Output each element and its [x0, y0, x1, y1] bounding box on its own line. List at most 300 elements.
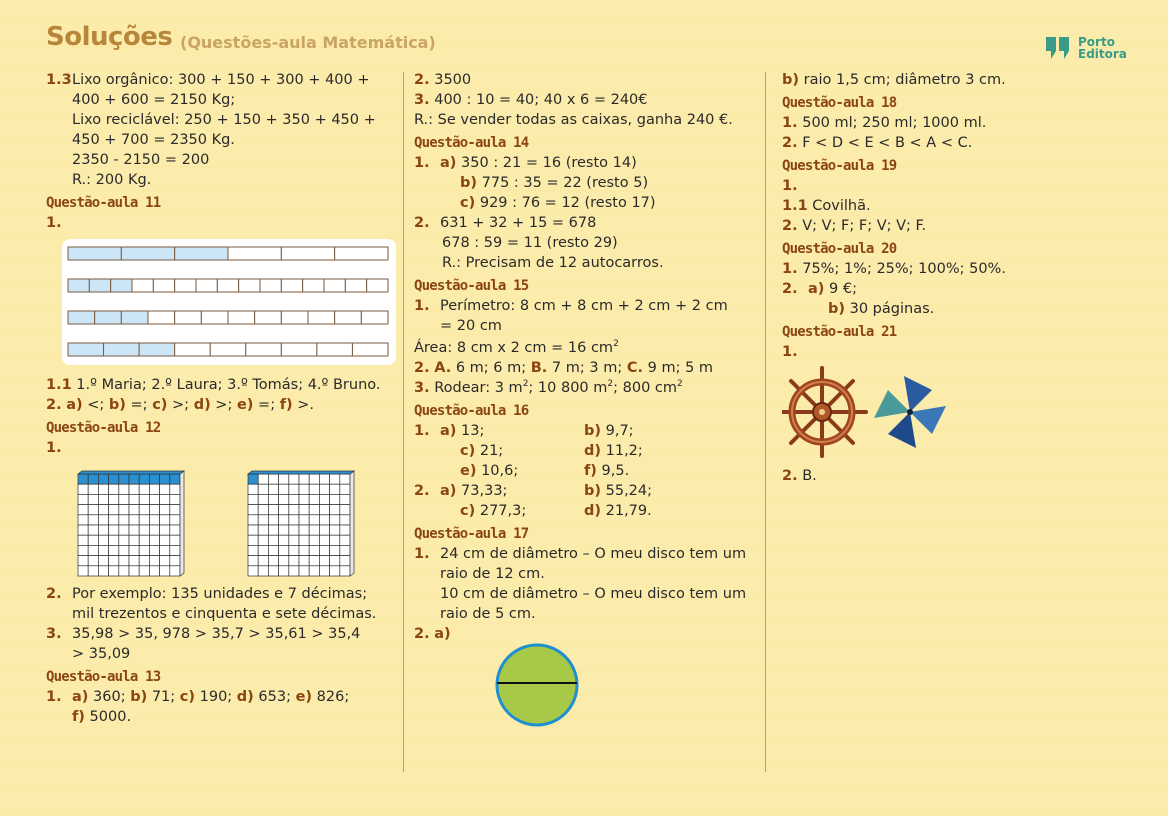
letter: a) — [72, 689, 89, 705]
answer-line: 2350 - 2150 = 200 — [72, 152, 210, 168]
grid-cell — [248, 494, 258, 504]
grid-cell — [309, 474, 319, 484]
grid-cell — [129, 556, 139, 566]
answer-1 — [782, 259, 1122, 279]
letter: a) — [434, 626, 451, 642]
letter: b) — [108, 397, 126, 413]
grid-cell — [289, 545, 299, 555]
answer-2 — [782, 466, 1122, 486]
grid-cell — [149, 484, 159, 494]
grid-cell — [258, 545, 268, 555]
letter: a) — [808, 281, 825, 297]
value: 30 páginas. — [845, 301, 935, 317]
grid-cell — [289, 566, 299, 576]
letter: b) — [782, 72, 800, 88]
grid-cell — [98, 556, 108, 566]
letter: d) — [584, 503, 602, 519]
fraction-bar-segment — [104, 343, 140, 356]
grid-cell — [78, 515, 88, 525]
grid-cell — [170, 515, 180, 525]
grid-cell — [78, 535, 88, 545]
grid-cell — [160, 505, 170, 515]
item-number: 1. — [782, 178, 798, 194]
fraction-bar-segment — [139, 343, 175, 356]
fraction-bar-segment — [95, 311, 122, 324]
grid-cell — [268, 556, 278, 566]
letter: c) — [460, 195, 476, 211]
grid-cell — [340, 474, 350, 484]
item-number: 2. — [414, 72, 430, 88]
letter: c) — [179, 689, 196, 705]
answer-line: mil trezentos e cinquenta e sete décimas. — [72, 606, 377, 622]
grid-cell — [149, 505, 159, 515]
fraction-bar-segment — [210, 343, 246, 356]
grid-cell — [289, 525, 299, 535]
grid-cell — [139, 566, 149, 576]
grid-cell — [109, 545, 119, 555]
grid-cell — [330, 474, 340, 484]
item-number: 2. — [782, 135, 798, 151]
grid-cell — [258, 494, 268, 504]
grid-cell — [119, 484, 129, 494]
grid-cell — [78, 505, 88, 515]
answer-1-1 — [46, 375, 391, 395]
value: 350 : 21 = 16 (resto 14) — [461, 155, 637, 171]
letter: b) — [584, 423, 602, 439]
item-number: 2. — [414, 215, 430, 231]
grid-cell — [109, 556, 119, 566]
grid-cell — [119, 515, 129, 525]
fraction-bar-segment — [260, 279, 281, 292]
grid-cell — [289, 484, 299, 494]
answer-line: 678 : 59 = 11 (resto 29) — [442, 235, 618, 251]
answer-1 — [414, 421, 754, 481]
grid-cell — [170, 566, 180, 576]
grid-cell — [149, 556, 159, 566]
grid-cell — [119, 494, 129, 504]
grid-cell — [248, 556, 258, 566]
column-divider — [403, 72, 404, 772]
answer-2 — [46, 584, 391, 624]
grid-cell — [319, 474, 329, 484]
letter: b) — [460, 175, 478, 191]
answer-3 — [414, 90, 754, 110]
disc-circle — [497, 645, 577, 725]
grid-cell — [170, 556, 180, 566]
item-number: 1.1 — [46, 377, 72, 393]
fraction-bar-segment — [324, 279, 345, 292]
grid-cell — [109, 494, 119, 504]
grid-cell — [330, 525, 340, 535]
fraction-bars — [62, 239, 396, 365]
grid-cell — [98, 505, 108, 515]
grid-cell — [340, 494, 350, 504]
grid-cell — [88, 505, 98, 515]
section-heading: Questão-aula 12 — [46, 420, 161, 436]
grid-cell — [279, 515, 289, 525]
grid-cell — [119, 505, 129, 515]
value: 360; — [88, 689, 131, 705]
grid-cell — [139, 494, 149, 504]
grid-cell — [299, 484, 309, 494]
item-number: 2. — [414, 483, 430, 499]
grid-cell — [160, 494, 170, 504]
grid-cell — [248, 515, 258, 525]
item-number: 1. — [414, 298, 430, 314]
section-heading: Questão-aula 14 — [414, 135, 529, 151]
grid-cell — [78, 494, 88, 504]
grid-cell — [268, 505, 278, 515]
grid-cell — [299, 515, 309, 525]
letter: b) — [584, 483, 602, 499]
grid-cell — [160, 484, 170, 494]
grid-cell — [268, 525, 278, 535]
grid-cell — [258, 484, 268, 494]
answer-3 — [46, 624, 391, 664]
grid-cell — [340, 556, 350, 566]
answer-2 — [414, 213, 754, 273]
fraction-bar-segment — [345, 279, 366, 292]
value: 6 m; 6 m; — [451, 360, 531, 376]
grid-cell — [109, 484, 119, 494]
fraction-bar-segment — [303, 279, 324, 292]
value: raio 1,5 cm; diâmetro 3 cm. — [799, 72, 1006, 88]
value: =; — [125, 397, 153, 413]
symmetry-figures — [782, 366, 1122, 466]
grid-cell — [330, 484, 340, 494]
grid-cell — [258, 535, 268, 545]
answer-1-3 — [46, 70, 391, 190]
grid-cell — [170, 535, 180, 545]
symmetry-images — [782, 366, 952, 462]
section-heading: Questão-aula 21 — [782, 324, 897, 340]
letter: B. — [530, 360, 548, 376]
logo-text-line2: Editora — [1078, 47, 1127, 61]
grid-cell — [340, 505, 350, 515]
grid-cell — [160, 566, 170, 576]
grid-cell — [279, 535, 289, 545]
grid-cell — [309, 535, 319, 545]
value: 653; — [253, 689, 296, 705]
grid-cell — [309, 505, 319, 515]
answer-line: 35,98 > 35, 978 > 35,7 > 35,61 > 35,4 — [72, 626, 361, 642]
publisher-logo — [1046, 36, 1127, 60]
answer-line: 3500 — [434, 72, 472, 88]
item-number: 1.1 — [782, 198, 808, 214]
grid-cell — [268, 545, 278, 555]
grid-cell — [309, 494, 319, 504]
answer-line: Perímetro: 8 cm + 8 cm + 2 cm + 2 cm — [440, 298, 728, 314]
value: 13; — [456, 423, 485, 439]
fraction-bar-segment — [175, 279, 196, 292]
grid-cell — [109, 474, 119, 484]
grid-cell — [88, 474, 98, 484]
hundred-grids — [76, 458, 396, 580]
value: =; — [253, 397, 280, 413]
value: 9,5. — [596, 463, 630, 479]
letter: C. — [626, 360, 643, 376]
value: <; — [82, 397, 109, 413]
grid-cell — [330, 556, 340, 566]
ship-wheel-icon — [782, 368, 866, 456]
fraction-bar-segment — [196, 279, 217, 292]
grid-cell — [170, 505, 180, 515]
grid-cell — [139, 484, 149, 494]
grid-cell — [160, 525, 170, 535]
value: 9,7; — [601, 423, 634, 439]
grid-cell — [289, 505, 299, 515]
letter: b) — [130, 689, 148, 705]
fraction-bar-segment — [132, 279, 153, 292]
grid-cell — [268, 474, 278, 484]
item-number: 2. — [782, 468, 798, 484]
grid-top — [248, 471, 354, 474]
fraction-bar-segment — [175, 343, 211, 356]
value: 10,6; — [476, 463, 519, 479]
section-heading: Questão-aula 13 — [46, 669, 161, 685]
fraction-bar-segment — [89, 279, 110, 292]
letter: c) — [460, 503, 476, 519]
grid-cell — [88, 545, 98, 555]
grid-cell — [299, 566, 309, 576]
item-number: 1. — [782, 261, 798, 277]
letter: e) — [460, 463, 477, 479]
grid-cell — [119, 525, 129, 535]
grid-cell — [78, 525, 88, 535]
column-3 — [782, 70, 1122, 486]
answer-line: 400 + 600 = 2150 Kg; — [72, 92, 236, 108]
grid-cell — [248, 505, 258, 515]
answer-line: 400 : 10 = 40; 40 x 6 = 240€ — [434, 92, 648, 108]
column-divider — [765, 72, 766, 772]
grid-cell — [149, 566, 159, 576]
grid-cell — [309, 515, 319, 525]
item-number: 2. — [782, 281, 798, 297]
grid-cell — [78, 484, 88, 494]
letter: d) — [193, 397, 211, 413]
fraction-bar-segment — [121, 311, 148, 324]
grid-cell — [309, 484, 319, 494]
grid-cell — [139, 505, 149, 515]
answer-1 — [414, 544, 754, 624]
grid-cell — [340, 525, 350, 535]
grid-cell — [340, 566, 350, 576]
grid-cell — [319, 556, 329, 566]
value: Covilhã. — [812, 198, 871, 214]
grid-cell — [248, 484, 258, 494]
answer-1 — [414, 296, 754, 336]
disc-figure — [494, 642, 584, 732]
grid-cell — [319, 545, 329, 555]
grid-cell — [109, 515, 119, 525]
section-heading: Questão-aula 17 — [414, 526, 529, 542]
item-number: 1. — [46, 215, 62, 231]
grid-cell — [319, 494, 329, 504]
item-number: 1. — [46, 689, 62, 705]
pinwheel-icon — [874, 376, 946, 448]
column-1 — [46, 70, 391, 727]
answer-line: 1.º Maria; 2.º Laura; 3.º Tomás; 4.º Bruno. — [76, 377, 381, 393]
area-line: Área: 8 cm x 2 cm = 16 $cm^2$ — [414, 339, 619, 356]
value: 11,2; — [601, 443, 643, 459]
fraction-bar-segment — [217, 279, 238, 292]
page-title: Soluções — [46, 22, 173, 52]
grid-cell — [279, 505, 289, 515]
grid-cell — [139, 474, 149, 484]
value: V; V; F; F; V; V; F. — [802, 218, 927, 234]
fraction-bar-segment — [239, 279, 260, 292]
grid-cell — [149, 474, 159, 484]
value: 277,3; — [475, 503, 527, 519]
grid-cell — [149, 545, 159, 555]
answer-1 — [414, 153, 754, 213]
grid-cell — [340, 545, 350, 555]
grid-cell — [129, 545, 139, 555]
section-heading: Questão-aula 11 — [46, 195, 161, 211]
item-number: 1. — [782, 344, 798, 360]
grid-cell — [129, 525, 139, 535]
grid-cell — [309, 545, 319, 555]
grid-cell — [129, 535, 139, 545]
grid-cell — [309, 566, 319, 576]
fraction-bar-segment — [367, 279, 388, 292]
grid-cell — [319, 525, 329, 535]
fraction-bar-segment — [111, 279, 132, 292]
grid-cell — [88, 535, 98, 545]
fraction-bar-segment — [68, 279, 89, 292]
grid-cell — [340, 484, 350, 494]
grid-cell — [258, 505, 268, 515]
grid-cell — [88, 494, 98, 504]
grid-cell — [258, 566, 268, 576]
item-number: 3. — [414, 92, 430, 108]
value: ; 10 800 m — [528, 380, 608, 396]
letter: f) — [279, 397, 293, 413]
fraction-bars-figure — [62, 239, 396, 365]
grid-cell — [78, 566, 88, 576]
grid-cell — [279, 545, 289, 555]
grid-cell — [268, 494, 278, 504]
grid-cell — [289, 494, 299, 504]
answer-line: 631 + 32 + 15 = 678 — [440, 215, 597, 231]
letter: a) — [66, 397, 83, 413]
answer-line: = 20 cm — [440, 318, 502, 334]
value: 21,79. — [601, 503, 652, 519]
value: >; — [167, 397, 194, 413]
answer-2 — [414, 624, 754, 644]
grid-side — [350, 471, 354, 576]
grid-cell — [98, 494, 108, 504]
hundred-grids-figure — [46, 458, 391, 580]
value: F < D < E < B < A < C. — [802, 135, 973, 151]
grid-cell — [88, 525, 98, 535]
value: 75%; 1%; 25%; 100%; 50%. — [802, 261, 1006, 277]
answer-2 — [782, 133, 1122, 153]
answer-line: 450 + 700 = 2350 Kg. — [72, 132, 235, 148]
grid-cell — [160, 515, 170, 525]
grid-cell — [149, 515, 159, 525]
grid-cell — [299, 474, 309, 484]
grid-cell — [139, 525, 149, 535]
grid-cell — [248, 474, 258, 484]
grid-cell — [170, 494, 180, 504]
grid-cell — [319, 505, 329, 515]
fraction-bar-segment — [281, 279, 302, 292]
grid-cell — [299, 535, 309, 545]
grid-cell — [98, 484, 108, 494]
grid-cell — [268, 535, 278, 545]
fraction-bar-segment — [335, 311, 362, 324]
grid-cell — [309, 556, 319, 566]
value: B. — [802, 468, 817, 484]
grid-cell — [299, 494, 309, 504]
grid-cell — [268, 484, 278, 494]
grid-cell — [319, 484, 329, 494]
section-heading: Questão-aula 19 — [782, 158, 897, 174]
letter: a) — [440, 423, 457, 439]
grid-cell — [279, 484, 289, 494]
grid-cell — [330, 494, 340, 504]
fraction-bar-segment — [68, 247, 121, 260]
fraction-bar-segment — [352, 343, 388, 356]
grid-cell — [129, 505, 139, 515]
fraction-bar-segment — [153, 279, 174, 292]
item-number: 1. — [414, 155, 430, 171]
answer-1 — [782, 113, 1122, 133]
value: 9 m; 5 m — [643, 360, 714, 376]
value: ; 800 cm — [613, 380, 678, 396]
grid-cell — [319, 535, 329, 545]
answer-line: Lixo orgânico: 300 + 150 + 300 + 400 + — [72, 72, 370, 88]
grid-cell — [330, 515, 340, 525]
value: >; — [210, 397, 237, 413]
grid-cell — [289, 474, 299, 484]
answer-3: 3. Rodear: 3 $m^2$; 10 800 $m^2$; 800 $cm^2$ — [414, 379, 683, 396]
item-number: 2. — [782, 218, 798, 234]
item-number: 1. — [782, 115, 798, 131]
letter: a) — [440, 155, 457, 171]
grid-cell — [139, 556, 149, 566]
grid-cell — [289, 515, 299, 525]
answer-2 — [414, 358, 754, 378]
grid-cell — [340, 535, 350, 545]
grid-cell — [109, 566, 119, 576]
grid-cell — [119, 556, 129, 566]
answer-line: 10 cm de diâmetro – O meu disco tem um — [440, 586, 747, 602]
letter: c) — [460, 443, 476, 459]
letter: b) — [828, 301, 846, 317]
grid-cell — [248, 545, 258, 555]
grid-cell — [289, 556, 299, 566]
fraction-bar-segment — [335, 247, 388, 260]
grid-cell — [289, 535, 299, 545]
fraction-bar-segment — [148, 311, 175, 324]
grid-cell — [299, 545, 309, 555]
grid-cell — [149, 494, 159, 504]
grid-cell — [258, 556, 268, 566]
grid-cell — [98, 566, 108, 576]
fraction-bar-segment — [228, 311, 255, 324]
answer-line: raio de 5 cm. — [440, 606, 536, 622]
grid-cell — [279, 556, 289, 566]
answer-line: Por exemplo: 135 unidades e 7 décimas; — [72, 586, 368, 602]
grid-cell — [160, 556, 170, 566]
grid-cell — [88, 515, 98, 525]
answer-line: R.: Precisam de 12 autocarros. — [442, 255, 664, 271]
letter: f) — [584, 463, 597, 479]
grid-cell — [119, 474, 129, 484]
answer-line: R.: 200 Kg. — [72, 172, 152, 188]
